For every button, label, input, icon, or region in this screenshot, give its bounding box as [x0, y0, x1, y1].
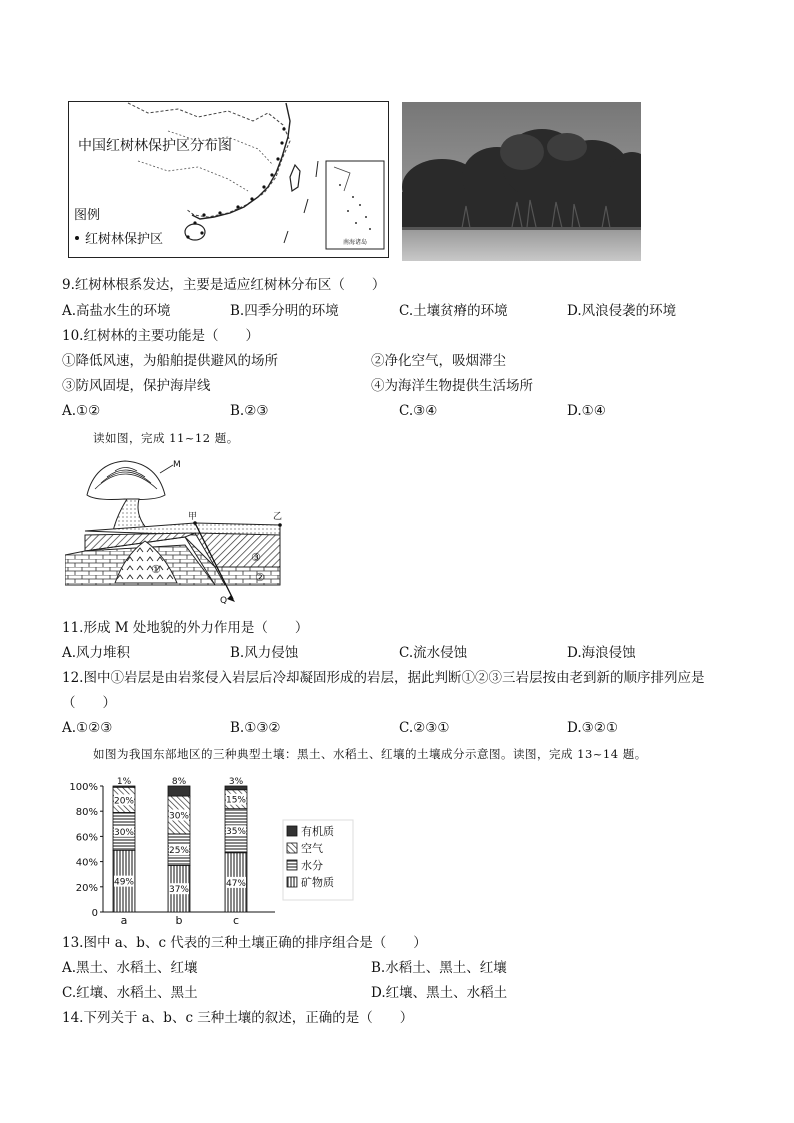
q10-statement-2: ②净化空气，吸烟滞尘	[371, 353, 506, 369]
y-tick-label: 60%	[75, 832, 98, 844]
label-layer-2: ②	[255, 571, 265, 584]
q10-statement-4: ④为海洋生物提供生活场所	[371, 378, 533, 394]
q9-option-a: A.高盐水生的环境	[62, 303, 171, 319]
data-label-b-0: 37%	[168, 885, 190, 896]
q10-statement-1: ①降低风速，为船舶提供避风的场所	[62, 353, 278, 369]
y-tick-label: 40%	[75, 857, 98, 869]
data-label-a-0: 49%	[113, 877, 135, 888]
q14-stem: 14.下列关于 a、b、c 三种土壤的叙述，正确的是（ ）	[62, 1010, 414, 1026]
q11-option-a: A.风力堆积	[62, 645, 131, 661]
q10-option-a: A.①②	[62, 403, 101, 419]
legend-label: 水分	[301, 859, 323, 872]
legend-swatch	[287, 826, 297, 836]
geology-figure	[65, 455, 297, 605]
q10-option-c: C.③④	[399, 403, 438, 419]
legend-swatch	[287, 877, 297, 887]
soil-composition-chart	[65, 770, 355, 930]
label-layer-1: ①	[151, 563, 161, 576]
q11-option-d: D.海浪侵蚀	[567, 645, 636, 661]
data-label-a-2: 20%	[113, 796, 135, 807]
data-label-a-1: 30%	[113, 827, 135, 838]
data-label-c-3: 3%	[228, 777, 244, 787]
legend-label: 有机质	[301, 825, 334, 838]
q9-option-c: C.土壤贫瘠的环境	[399, 303, 508, 319]
intro-11-12: 读如图，完成 11~12 题。	[93, 431, 239, 445]
mangrove-map-figure	[68, 101, 389, 258]
y-tick-label: 0	[91, 908, 98, 919]
data-label-a-3: 1%	[116, 777, 132, 787]
q12-stem-cont: （ ）	[62, 695, 116, 711]
q12-option-d: D.③②①	[567, 720, 618, 736]
legend-label: 矿物质	[301, 876, 334, 889]
legend-title: 图例	[74, 208, 101, 223]
q9-option-b: B.四季分明的环境	[230, 303, 339, 319]
y-tick-label: 20%	[75, 882, 98, 894]
label-jia: 甲	[188, 512, 198, 522]
label-m: M	[173, 460, 181, 470]
data-label-c-0: 47%	[225, 878, 247, 889]
q11-stem: 11.形成 M 处地貌的外力作用是（ ）	[62, 620, 309, 636]
label-layer-3: ③	[251, 551, 261, 564]
y-tick-label: 80%	[75, 807, 98, 819]
data-label-c-1: 35%	[225, 827, 247, 838]
q12-option-c: C.②③①	[399, 720, 450, 736]
data-label-b-1: 25%	[168, 846, 190, 857]
bar-segment-b-3	[168, 786, 190, 796]
map-title: 中国红树林保护区分布图	[78, 138, 232, 154]
q12-option-b: B.①③②	[230, 720, 281, 736]
label-yi: 乙	[273, 512, 283, 522]
data-label-c-2: 15%	[225, 795, 247, 806]
intro-13-14: 如图为我国东部地区的三种典型土壤：黑土、水稻土、红壤的土壤成分示意图。读图，完成 13~14 题。	[93, 747, 647, 761]
q13-option-a: A.黑土、水稻土、红壤	[62, 960, 198, 976]
q11-option-c: C.流水侵蚀	[399, 645, 468, 661]
legend-item: 红树林保护区	[85, 232, 164, 247]
legend-swatch	[287, 843, 297, 853]
label-q: Q	[220, 596, 228, 605]
q13-option-b: B.水稻土、黑土、红壤	[371, 960, 507, 976]
inset-label: 南海诸岛	[342, 239, 368, 246]
q10-statement-3: ③防风固堤，保护海岸线	[62, 378, 211, 394]
legend-swatch	[287, 860, 297, 870]
legend-label: 空气	[301, 842, 323, 855]
y-tick-label: 100%	[69, 782, 98, 793]
mangrove-photo	[402, 102, 641, 261]
q10-stem: 10.红树林的主要功能是（ ）	[62, 328, 259, 344]
q13-stem: 13.图中 a、b、c 代表的三种土壤正确的排序组合是（ ）	[62, 935, 427, 951]
data-label-b-3: 8%	[171, 777, 187, 787]
x-tick-label: a	[120, 914, 128, 927]
q12-option-a: A.①②③	[62, 720, 113, 736]
x-tick-label: b	[175, 914, 183, 927]
q13-option-c: C.红壤、水稻土、黑土	[62, 985, 198, 1001]
x-tick-label: c	[232, 914, 240, 927]
q10-option-d: D.①④	[567, 403, 606, 419]
q9-option-d: D.风浪侵袭的环境	[567, 303, 677, 319]
data-label-b-2: 30%	[168, 811, 190, 822]
q10-option-b: B.②③	[230, 403, 269, 419]
q11-option-b: B.风力侵蚀	[230, 645, 299, 661]
q9-stem: 9.红树林根系发达，主要是适应红树林分布区（ ）	[62, 277, 386, 293]
legend-dot-icon	[75, 236, 79, 240]
q12-stem: 12.图中①岩层是由岩浆侵入岩层后冷却凝固形成的岩层，据此判断①②③三岩层按由老到新的顺序排列应是	[62, 670, 705, 686]
q13-option-d: D.红壤、黑土、水稻土	[371, 985, 508, 1001]
